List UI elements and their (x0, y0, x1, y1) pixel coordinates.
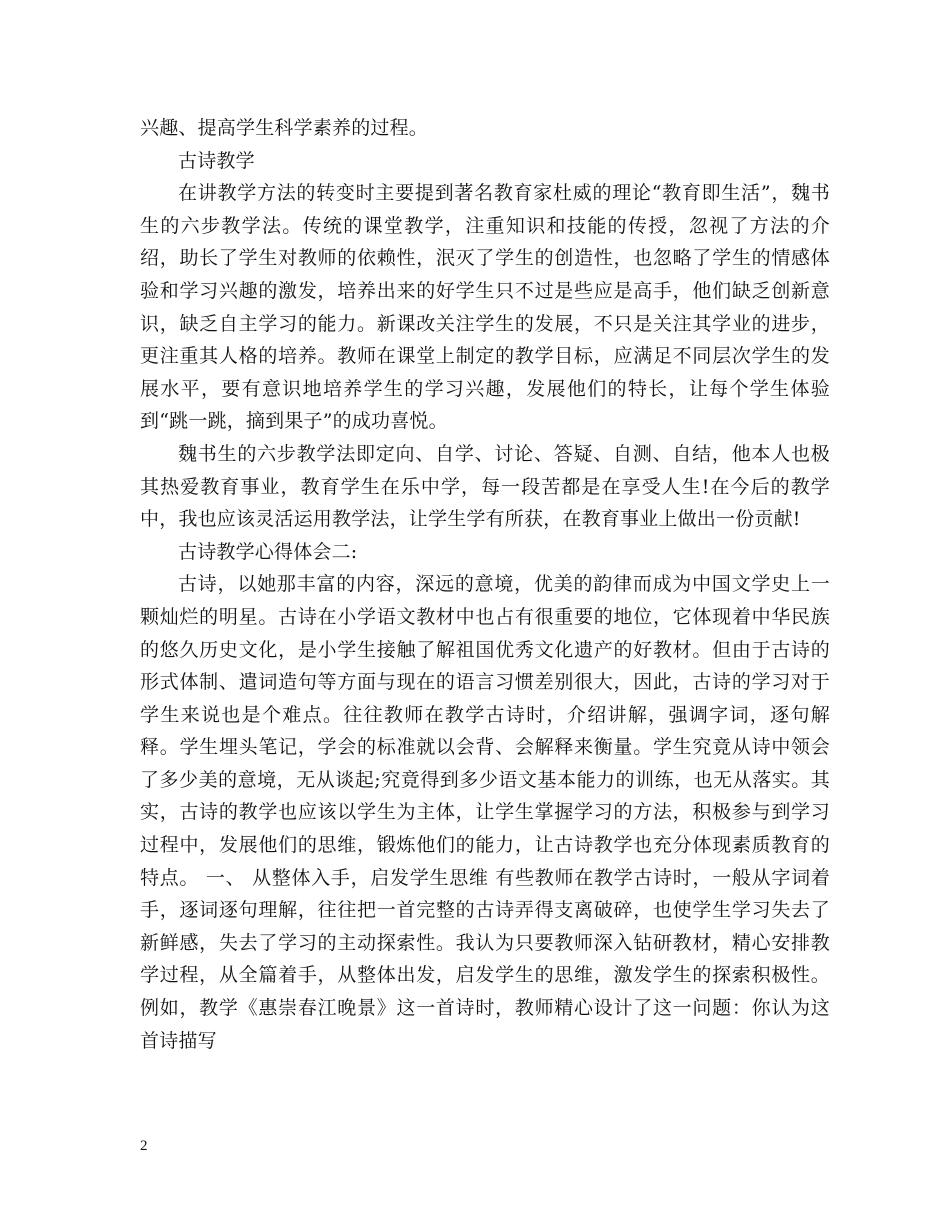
paragraph-six-step-method: 魏书生的六步教学法即定向、自学、讨论、答疑、自测、自结，他本人也极其热爱教育事业，教育学生在乐中学，每一段苦都是在享受人生!在今后的教学中，我也应该灵活运用教学法，让学生学有所获，在教育事业上做出一份贡献! (140, 442, 830, 531)
document-body (140, 112, 830, 1057)
section-heading-experience-two: 古诗教学心得体会二: (178, 540, 358, 563)
paragraph-teaching-methods: 在讲教学方法的转变时主要提到著名教育家杜威的理论“教育即生活”，魏书生的六步教学法。传统的课堂教学，注重知识和技能的传授，忽视了方法的介绍，助长了学生对教师的依赖性，泯灭了学生的创造性，也忽略了学生的情感体验和学习兴趣的激发，培养出来的好学生只不过是些应是高手，他们缺乏创新意识，缺乏自主学习的能力。新课改关注学生的发展，不只是关注其学业的进步，更注重其人格的培养。教师在课堂上制定的教学目标，应满足不同层次学生的发展水平，要有意识地培养学生的学习兴趣，发展他们的特长，让每个学生体验到“跳一跳，摘到果子”的成功喜悦。 (140, 182, 830, 433)
section-heading-ancient-poetry-teaching: 古诗教学 (178, 149, 255, 172)
paragraph-continuation: 兴趣、提高学生科学素养的过程。 (140, 117, 429, 139)
page-number: 2 (140, 1138, 148, 1154)
paragraph-ancient-poetry: 古诗，以她那丰富的内容，深远的意境，优美的韵律而成为中国文学史上一颗灿烂的明星。古诗在小学语文教材中也占有很重要的地位，它体现着中华民族的悠久历史文化，是小学生接触了解祖国优秀文化遗产的好教材。但由于古诗的形式体制、遣词造句等方面与现在的语言习惯差别很大，因此，古诗的学习对于学生来说也是个难点。往往教师在教学古诗时，介绍讲解，强调字词，逐句解释。学生埋头笔记，学会的标准就以会背、会解释来衡量。学生究竟从诗中领会了多少美的意境，无从谈起;究竟得到多少语文基本能力的训练，也无从落实。其实，古诗的教学也应该以学生为主体，让学生掌握学习的方法，积极参与到学习过程中，发展他们的思维，锻炼他们的能力，让古诗教学也充分体现素质教育的特点。 一、 从整体入手，启发学生思维 有些教师在教学古诗时，一般从字词着手，逐词逐句理解，往往把一首完整的古诗弄得支离破碎，也使学生学习失去了新鲜感，失去了学习的主动探索性。我认为只要教师深入钻研教材，精心安排教学过程，从全篇着手，从整体出发，启发学生的思维，激发学生的探索积极性。例如，教学《惠崇春江晚景》这一首诗时，教师精心设计了这一问题：你认为这首诗描写 (140, 573, 830, 1052)
